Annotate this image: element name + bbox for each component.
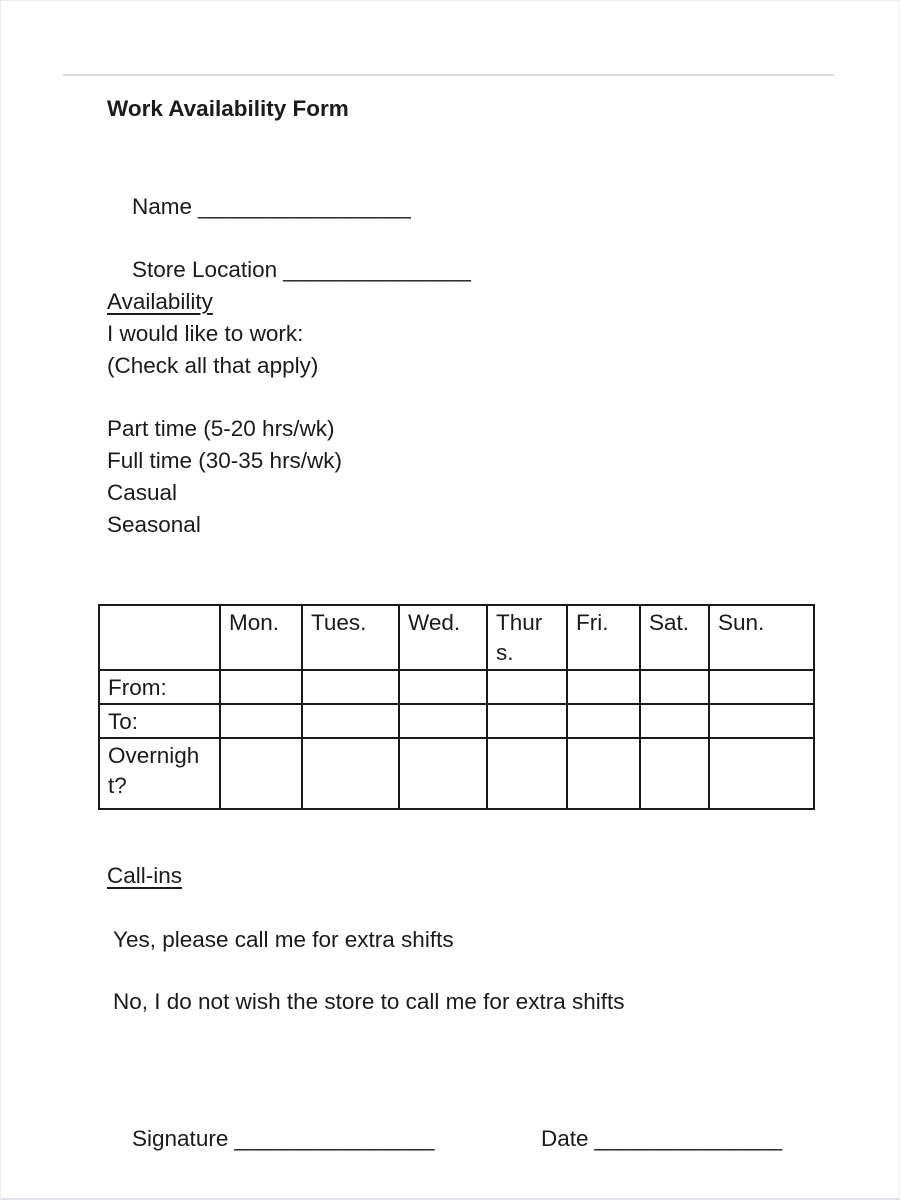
schedule-cell xyxy=(567,704,640,738)
schedule-cell xyxy=(640,738,709,809)
availability-heading: Availability xyxy=(107,289,213,314)
schedule-cell xyxy=(302,704,399,738)
tues-header-label: Tues. xyxy=(311,610,367,635)
availability-option-part-time: Part time (5-20 hrs/wk) xyxy=(107,416,335,441)
schedule-cell xyxy=(709,670,814,704)
schedule-header-row xyxy=(99,605,814,670)
schedule-cell xyxy=(709,738,814,809)
schedule-cell xyxy=(399,704,487,738)
date-field xyxy=(516,1091,782,1187)
wed-header-label: Wed. xyxy=(408,610,461,635)
corner-header-cell xyxy=(99,605,220,670)
signature-blank-line: ________________ xyxy=(234,1126,435,1151)
signature-label: Signature xyxy=(132,1126,229,1151)
row-label-overnight xyxy=(99,738,220,809)
store-location-blank-line: _______________ xyxy=(283,257,471,282)
table-row-overnight xyxy=(99,738,814,809)
sat-header-label: Sat. xyxy=(649,610,690,635)
sun-header-label: Sun. xyxy=(718,610,765,635)
schedule-cell xyxy=(220,738,302,809)
top-divider-line xyxy=(63,74,834,76)
day-column-header-sat xyxy=(640,605,709,670)
thurs-header-label: Thurs. xyxy=(496,610,543,665)
schedule-cell xyxy=(567,670,640,704)
page-title: Work Availability Form xyxy=(107,96,349,121)
row-label-to xyxy=(99,704,220,738)
date-blank-line: _______________ xyxy=(594,1126,783,1151)
call-ins-option-no: No, I do not wish the store to call me for extra shifts xyxy=(113,989,625,1014)
table-row-from xyxy=(99,670,814,704)
availability-option-seasonal: Seasonal xyxy=(107,512,201,537)
date-label: Date xyxy=(541,1126,589,1151)
availability-option-full-time: Full time (30-35 hrs/wk) xyxy=(107,448,343,473)
fri-header-label: Fri. xyxy=(576,610,609,635)
call-ins-option-yes: Yes, please call me for extra shifts xyxy=(113,927,454,952)
schedule-cell xyxy=(640,670,709,704)
call-ins-heading: Call-ins xyxy=(107,863,183,888)
table-row-to xyxy=(99,704,814,738)
schedule-cell xyxy=(302,738,399,809)
availability-option-casual: Casual xyxy=(107,480,178,505)
schedule-table xyxy=(98,604,815,810)
schedule-cell xyxy=(302,670,399,704)
signature-field xyxy=(107,1091,435,1187)
name-blank-line: _________________ xyxy=(198,194,411,219)
day-column-header-mon xyxy=(220,605,302,670)
store-location-label: Store Location xyxy=(132,257,278,282)
schedule-cell xyxy=(567,738,640,809)
day-column-header-thurs xyxy=(487,605,567,670)
availability-intro: I would like to work: xyxy=(107,321,304,346)
schedule-cell xyxy=(709,704,814,738)
schedule-cell xyxy=(399,670,487,704)
day-column-header-sun xyxy=(709,605,814,670)
day-column-header-wed xyxy=(399,605,487,670)
day-column-header-tues xyxy=(302,605,399,670)
to-label: To: xyxy=(108,709,139,734)
mon-header-label: Mon. xyxy=(229,610,280,635)
schedule-cell xyxy=(640,704,709,738)
schedule-cell xyxy=(220,670,302,704)
schedule-cell xyxy=(399,738,487,809)
name-label: Name xyxy=(132,194,193,219)
day-column-header-fri xyxy=(567,605,640,670)
from-label: From: xyxy=(108,675,167,700)
overnight-label: Overnight? xyxy=(108,743,200,798)
schedule-cell xyxy=(487,670,567,704)
row-label-from xyxy=(99,670,220,704)
schedule-cell xyxy=(220,704,302,738)
schedule-cell xyxy=(487,704,567,738)
schedule-cell xyxy=(487,738,567,809)
availability-note: (Check all that apply) xyxy=(107,353,319,378)
